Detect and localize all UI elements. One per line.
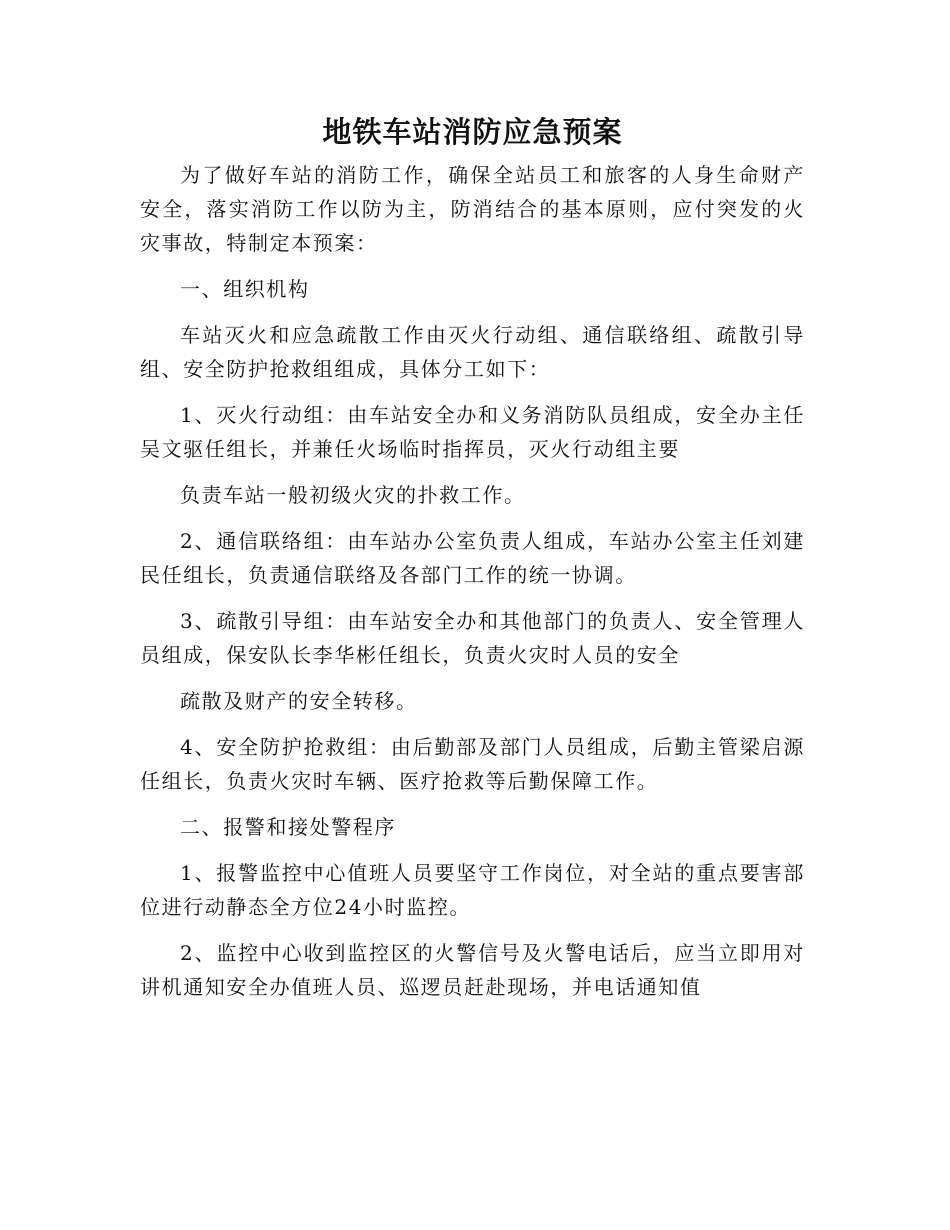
paragraph-evacuation-group: 3、疏散引导组：由车站安全办和其他部门的负责人、安全管理人员组成，保安队长李华彬任组长，负责火灾时人员的安全 bbox=[140, 609, 805, 667]
paragraph-organization-overview: 车站灭火和应急疏散工作由灭火行动组、通信联络组、疏散引导组、安全防护抢救组组成，具体分工如下： bbox=[140, 323, 805, 381]
document-title: 地铁车站消防应急预案 bbox=[322, 115, 623, 149]
document-body bbox=[140, 112, 805, 1016]
paragraph-alarm-response: 2、监控中心收到监控区的火警信号及火警电话后，应当立即用对讲机通知安全办值班人员、巡逻员赶赴现场，并电话通知值 bbox=[140, 941, 805, 999]
paragraph-protection-rescue-group: 4、安全防护抢救组：由后勤部及部门人员组成，后勤主管梁启源任组长，负责火灾时车辆、医疗抢救等后勤保障工作。 bbox=[140, 735, 805, 793]
paragraph-communication-group: 2、通信联络组：由车站办公室负责人组成，车站办公室主任刘建民任组长，负责通信联络及各部门工作的统一协调。 bbox=[140, 529, 805, 587]
paragraph-firefighting-group-duty: 负责车站一般初级火灾的扑救工作。 bbox=[180, 483, 526, 507]
paragraph-alarm-monitoring: 1、报警监控中心值班人员要坚守工作岗位，对全站的重点要害部位进行动静态全方位24小时监控。 bbox=[140, 861, 805, 919]
paragraph-evacuation-group-duty: 疏散及财产的安全转移。 bbox=[180, 689, 418, 713]
section-heading-organization: 一、组织机构 bbox=[180, 277, 310, 301]
section-heading-alarm-procedure: 二、报警和接处警程序 bbox=[180, 815, 396, 839]
paragraph-intro: 为了做好车站的消防工作，确保全站员工和旅客的人身生命财产安全，落实消防工作以防为主，防消结合的基本原则，应付突发的火灾事故，特制定本预案： bbox=[140, 163, 805, 255]
paragraph-firefighting-group: 1、灭火行动组：由车站安全办和义务消防队员组成，安全办主任吴文驱任组长，并兼任火场临时指挥员，灭火行动组主要 bbox=[140, 403, 805, 461]
